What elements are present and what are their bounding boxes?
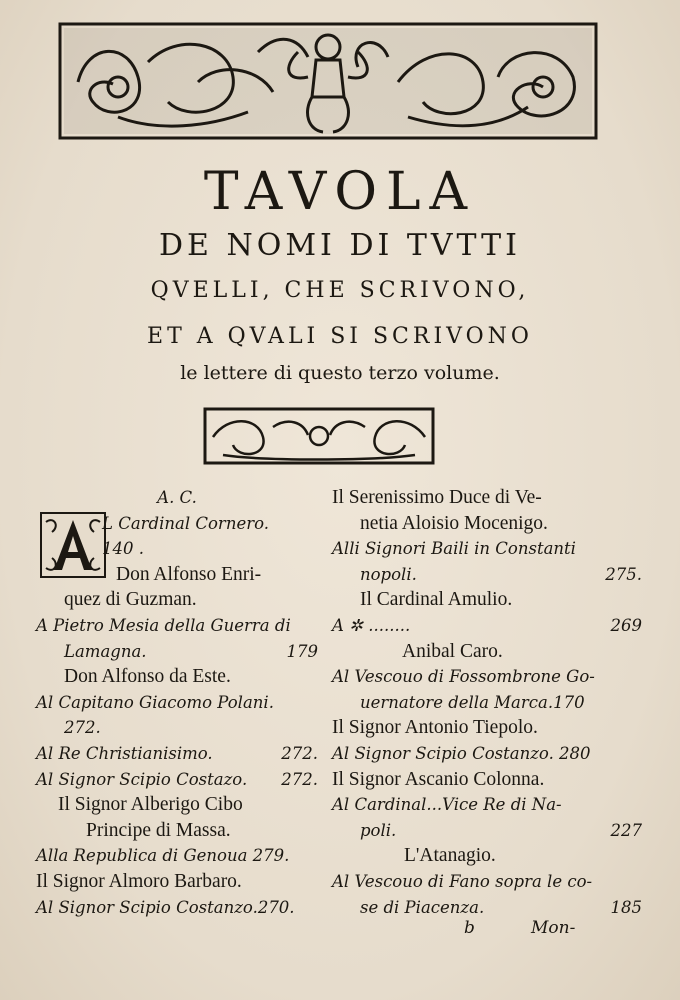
entry-text: A. C. (157, 488, 197, 507)
page-number: 185 (610, 897, 642, 917)
entry-text: quez di Guzman. (64, 589, 197, 611)
entry-text: poli. (360, 820, 397, 840)
right-entry-line (332, 562, 642, 588)
left-entry-line (36, 511, 318, 537)
woodcut-ornament (203, 407, 435, 465)
entry-text: Alli Signori Baili in Constanti (332, 539, 576, 559)
right-entry-line (332, 485, 642, 511)
right-entry-line (332, 690, 642, 716)
left-entry-line (36, 613, 318, 639)
woodcut-headpiece (58, 22, 598, 140)
left-entry-line (36, 792, 318, 818)
left-entry-line (36, 639, 318, 665)
entry-text: Al Vescouo di Fano sopra le co- (332, 871, 593, 891)
entry-text: uernatore della Marca.170 (360, 692, 585, 712)
left-entry-line (36, 767, 318, 793)
left-entry-line (36, 715, 318, 741)
right-entry-line (332, 818, 642, 844)
right-entry-line (332, 587, 642, 613)
entry-text: Principe di Massa. (86, 819, 231, 841)
right-entry-line (332, 664, 642, 690)
entry-text: L'Atanagio. (404, 845, 496, 867)
entry-text: Il Signor Antonio Tiepolo. (332, 717, 538, 739)
left-entry-line (36, 485, 318, 511)
left-entry-line (36, 843, 318, 869)
entry-text: Alla Republica di Genoua 279. (36, 846, 290, 866)
entry-text: nopoli. (360, 564, 417, 584)
right-column (332, 485, 642, 920)
left-entry-line (36, 818, 318, 844)
right-entry-line (332, 613, 642, 639)
entry-text: netia Aloisio Mocenigo. (360, 512, 548, 534)
entry-text: Il Signor Alberigo Cibo (58, 794, 243, 816)
left-entry-line (36, 690, 318, 716)
entry-text: Anibal Caro. (402, 640, 503, 662)
left-entry-line (36, 664, 318, 690)
entry-text: Il Signor Almoro Barbaro. (36, 870, 242, 892)
right-entry-line (332, 715, 642, 741)
entry-text: Don Alfonso Enri- (116, 563, 262, 585)
entry-text: Al Signor Scipio Costanzo. 280 (332, 743, 591, 763)
entry-text: se di Piacenza. (360, 897, 485, 917)
entry-text: 140 . (102, 539, 144, 559)
entry-text: Al Vescouo di Fossombrone Go- (332, 667, 595, 687)
title-line-5: le lettere di questo terzo volume. (180, 362, 500, 384)
left-entry-line (36, 741, 318, 767)
entry-text: Al Re Christianisimo. (36, 743, 213, 763)
right-entry-line (332, 639, 642, 665)
catchword: Mon- (531, 918, 576, 938)
entry-text: Don Alfonso da Este. (64, 666, 231, 688)
page-number: 179 (286, 641, 318, 661)
entry-text: Lamagna. (64, 641, 147, 661)
title-line-3: QVELLI, CHE SCRIVONO, (150, 278, 530, 303)
entry-text: Al Capitano Giacomo Polani. (36, 692, 274, 712)
entry-text: Il Cardinal Amulio. (360, 589, 513, 611)
page-number: 272. (281, 743, 318, 763)
left-entry-line (36, 536, 318, 562)
right-entry-line (332, 792, 642, 818)
left-column (36, 485, 318, 920)
entry-text: Al Cardinal...Vice Re di Na- (332, 795, 562, 815)
page-number: 227 (610, 820, 642, 840)
entry-text: Il Signor Ascanio Colonna. (332, 768, 545, 790)
title-line-2: DE NOMI DI TVTTI (159, 228, 521, 263)
page-number: 272. (281, 769, 318, 789)
entry-text: A ✲ ........ (332, 615, 411, 635)
page-title: TAVOLA (203, 162, 477, 222)
signature-mark: b (464, 918, 475, 938)
left-entry-line (36, 895, 318, 921)
entry-text: Al Signor Scipio Costazo. (36, 769, 248, 789)
entry-text: Al Signor Scipio Costanzo.270. (36, 897, 295, 917)
left-entry-line (36, 869, 318, 895)
left-entry-line (36, 562, 318, 588)
entry-text: Il Serenissimo Duce di Ve- (332, 487, 542, 508)
title-line-4: ET A QVALI SI SCRIVONO (147, 324, 533, 349)
entry-text: L Cardinal Cornero. (102, 513, 269, 533)
page-number: 269 (610, 615, 642, 635)
right-entry-line (332, 536, 642, 562)
right-entry-line (332, 869, 642, 895)
entry-text: 272. (64, 718, 101, 738)
right-entry-line (332, 511, 642, 537)
page-number: 275. (605, 564, 642, 584)
right-entry-line (332, 895, 642, 921)
right-entry-line (332, 843, 642, 869)
right-entry-line (332, 767, 642, 793)
entry-text: A Pietro Mesia della Guerra di (36, 615, 291, 635)
right-entry-line (332, 741, 642, 767)
left-entry-line (36, 587, 318, 613)
